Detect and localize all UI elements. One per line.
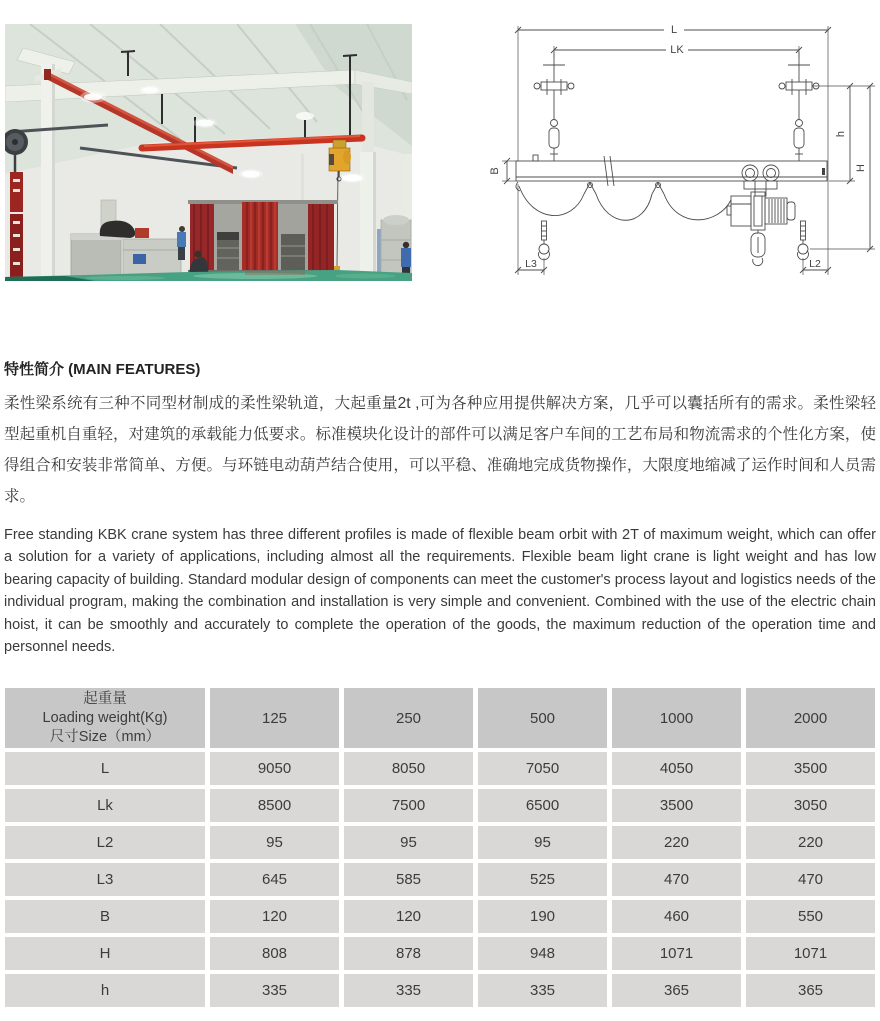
left-end-hook — [539, 221, 550, 260]
load-column-header: 2000 — [746, 688, 875, 748]
table-row — [5, 826, 875, 859]
value-cell: 8050 — [344, 752, 473, 785]
label-L: L — [670, 24, 678, 36]
value-cell: 645 — [210, 863, 339, 896]
table-row — [5, 937, 875, 970]
value-cell: 95 — [344, 826, 473, 859]
value-cell: 4050 — [612, 752, 741, 785]
table-row — [5, 789, 875, 822]
value-cell: 3050 — [746, 789, 875, 822]
corner-line-2: Loading weight(Kg) — [42, 709, 168, 726]
label-H: H — [855, 164, 867, 172]
value-cell: 470 — [612, 863, 741, 896]
row-label-cell: Lk — [5, 789, 205, 822]
label-L2: L2 — [809, 258, 821, 270]
value-cell: 335 — [210, 974, 339, 1007]
label-L3: L3 — [525, 258, 537, 270]
factory-photo-illustration — [5, 24, 412, 281]
festoon-cable — [519, 183, 731, 221]
value-cell: 7500 — [344, 789, 473, 822]
flexible-beam — [516, 155, 827, 191]
left-suspension — [534, 52, 574, 161]
features-paragraph-english: Free standing KBK crane system has three different profiles is made of flexible beam orbit with 2T of maximum weight, which can offer a solution for a variety of applications, including almost all the requirements. Flexible beam light crane is light weight and has low bearing capacity of building. Standard modular design of components can meet the customer's process layout and logistics needs of the individual program, making the combination and installation is very simple and convenient. Combined with the use of the electric chain hoist, it can be smoothly and accurately to complete the operation of the goods, the maximum reduction of the operation time and personnel needs. — [4, 527, 876, 656]
value-cell: 808 — [210, 937, 339, 970]
row-label-cell: H — [5, 937, 205, 970]
value-cell: 7050 — [478, 752, 607, 785]
label-LK: LK — [670, 44, 684, 56]
value-cell: 335 — [478, 974, 607, 1007]
row-label-cell: B — [5, 900, 205, 933]
value-cell: 585 — [344, 863, 473, 896]
value-cell: 6500 — [478, 789, 607, 822]
row-label-cell: L2 — [5, 826, 205, 859]
extension-lines — [502, 26, 875, 275]
dimension-labels — [489, 24, 867, 270]
strip-curtains — [188, 200, 338, 273]
value-cell: 1071 — [612, 937, 741, 970]
value-cell: 9050 — [210, 752, 339, 785]
value-cell: 120 — [344, 900, 473, 933]
technical-diagram — [488, 18, 880, 290]
value-cell: 948 — [478, 937, 607, 970]
spec-table — [0, 684, 880, 1011]
red-banners — [10, 172, 23, 278]
main-features-section — [4, 358, 876, 658]
value-cell: 335 — [344, 974, 473, 1007]
value-cell: 220 — [612, 826, 741, 859]
value-cell: 550 — [746, 900, 875, 933]
label-B: B — [489, 167, 501, 175]
value-cell: 120 — [210, 900, 339, 933]
dimension-lines — [504, 27, 873, 273]
value-cell: 470 — [746, 863, 875, 896]
table-row — [5, 900, 875, 933]
spec-table-body — [5, 752, 875, 1007]
value-cell: 95 — [478, 826, 607, 859]
load-column-header: 1000 — [612, 688, 741, 748]
spec-header-row — [5, 688, 875, 748]
value-cell: 3500 — [746, 752, 875, 785]
value-cell: 365 — [612, 974, 741, 1007]
corner-line-1: 起重量 — [83, 690, 127, 707]
value-cell: 525 — [478, 863, 607, 896]
table-row — [5, 752, 875, 785]
row-label-cell: L3 — [5, 863, 205, 896]
corner-line-3: 尺寸Size（mm） — [49, 728, 161, 745]
table-row — [5, 863, 875, 896]
section-heading: 特性简介 (MAIN FEATURES) — [4, 361, 201, 378]
crane-dimension-drawing — [488, 18, 880, 290]
load-column-header: 500 — [478, 688, 607, 748]
spec-table-section — [0, 684, 880, 1011]
load-column-header: 125 — [210, 688, 339, 748]
load-column-header: 250 — [344, 688, 473, 748]
value-cell: 1071 — [746, 937, 875, 970]
value-cell: 8500 — [210, 789, 339, 822]
label-h: h — [835, 130, 847, 138]
value-cell: 365 — [746, 974, 875, 1007]
table-corner-header — [5, 688, 205, 748]
table-row — [5, 974, 875, 1007]
factory-photo — [5, 24, 412, 281]
row-label-cell: L — [5, 752, 205, 785]
value-cell: 878 — [344, 937, 473, 970]
value-cell: 220 — [746, 826, 875, 859]
features-paragraph-chinese: 柔性梁系统有三种不同型材制成的柔性梁轨道，大起重量2t ,可为各种应用提供解决方案，几乎可以囊括所有的需求。柔性梁轻型起重机自重轻，对建筑的承载能力低要求。标准模块化设计的部件可以满足客户车间的工艺布局和物流需求的个性化方案，使得组合和安装非常简单、方便。与环链电动葫芦结合使用，可以平稳、准确地完成货物操作，大限度地缩减了运作时间和人员需求。 — [4, 395, 876, 505]
right-suspension — [779, 52, 819, 161]
value-cell: 190 — [478, 900, 607, 933]
value-cell: 3500 — [612, 789, 741, 822]
value-cell: 460 — [612, 900, 741, 933]
row-label-cell: h — [5, 974, 205, 1007]
right-end-hook — [798, 221, 809, 260]
value-cell: 95 — [210, 826, 339, 859]
